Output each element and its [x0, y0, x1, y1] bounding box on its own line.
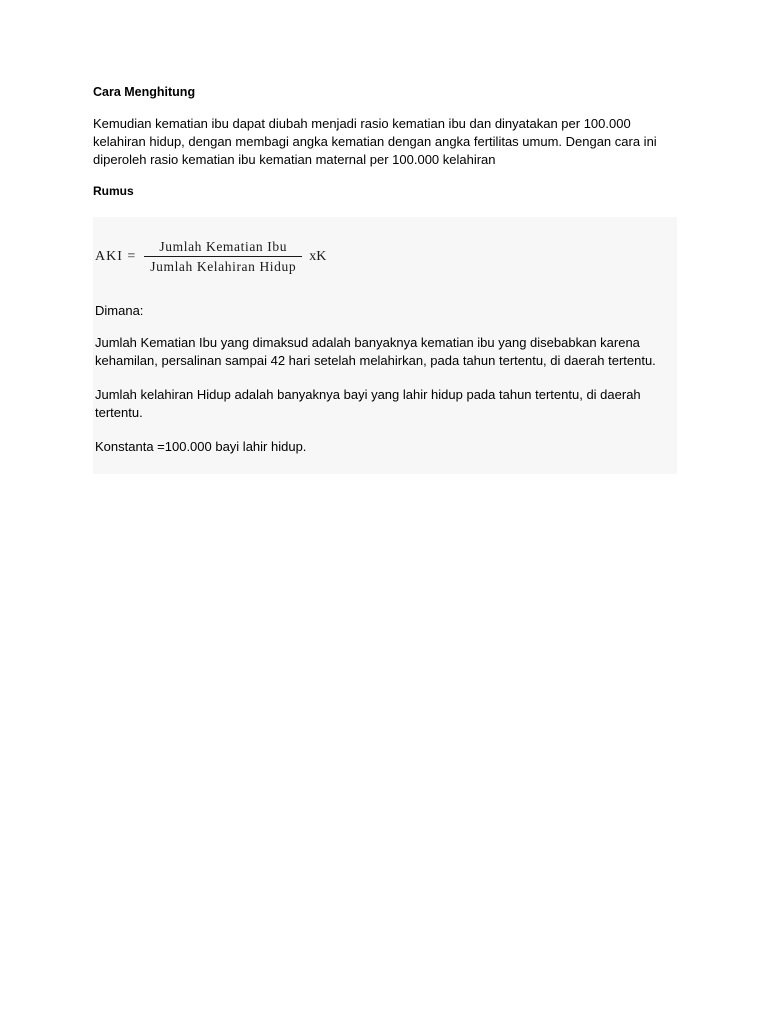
formula-section [93, 217, 677, 474]
definition-konstanta: Konstanta =100.000 bayi lahir hidup. [95, 438, 307, 454]
formula-multiplier: xK [309, 248, 327, 264]
document-content [93, 84, 677, 474]
rumus-subheading: Rumus [93, 183, 134, 198]
definition-jumlah-kelahiran-hidup: Jumlah kelahiran Hidup adalah banyaknya bayi yang lahir hidup pada tahun tertentu, di daerah tertentu. [95, 386, 641, 420]
formula-lhs: AKI = [95, 248, 137, 264]
formula-denominator: Jumlah Kelahiran Hidup [150, 258, 297, 274]
formula-row [95, 233, 675, 303]
dimana-label: Dimana: [95, 302, 144, 318]
aki-formula [95, 239, 326, 275]
formula-fraction [140, 239, 306, 275]
page-title: Cara Menghitung [93, 85, 196, 99]
formula-numerator: Jumlah Kematian Ibu [144, 239, 302, 257]
definition-jumlah-kematian-ibu: Jumlah Kematian Ibu yang dimaksud adalah banyaknya kematian ibu yang disebabkan karena kehamilan, persalinan sampai 42 hari setelah melahirkan, pada tahun tertentu, di daerah tertentu. [95, 334, 656, 368]
intro-paragraph: Kemudian kematian ibu dapat diubah menjadi rasio kematian ibu dan dinyatakan per 100.000 kelahiran hidup, dengan membagi angka kematian dengan angka fertilitas umum. Dengan cara ini diperoleh rasio kematian ibu kematian maternal per 100.000 kelahiran [93, 115, 657, 167]
